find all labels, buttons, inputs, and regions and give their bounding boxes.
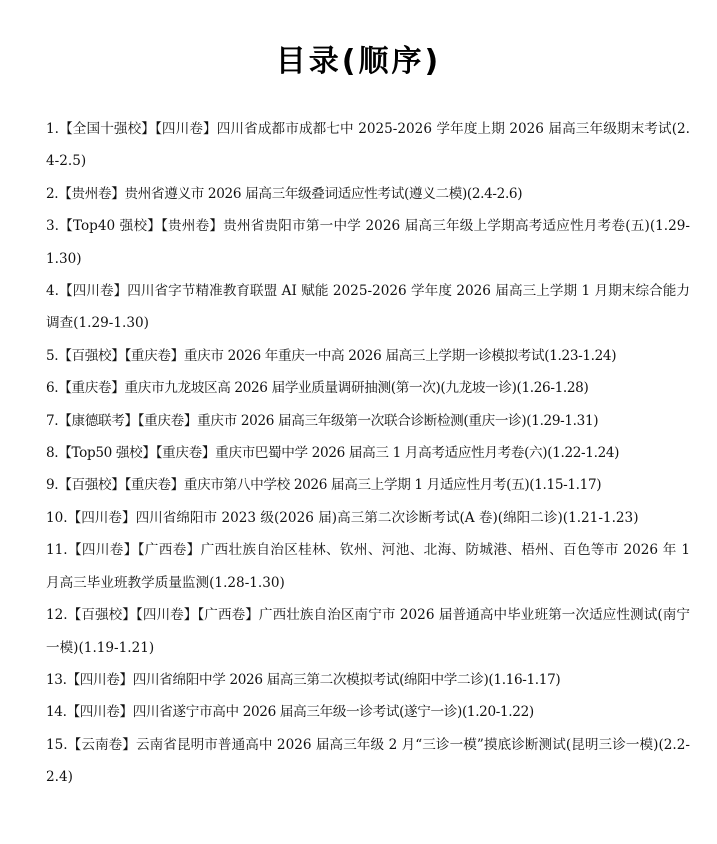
- toc-item-10: 10.【四川卷】四川省绵阳市 2023 级(2026 届)高三第二次诊断考试(A 卷)(绵阳二诊)(1.21-1.23): [46, 509, 639, 526]
- toc-item-3: 3.【Top40 强校】【贵州卷】贵州省贵阳市第一中学 2026 届高三年级上学期高考适应性月考卷(五)(1.29-1.30): [46, 218, 690, 267]
- toc-item-13: 13.【四川卷】四川省绵阳中学 2026 届高三第二次模拟考试(绵阳中学二诊)(1.16-1.17): [46, 671, 561, 688]
- toc-item-2: 2.【贵州卷】贵州省遵义市 2026 届高三年级叠词适应性考试(遵义二模)(2.4-2.6): [46, 185, 523, 202]
- toc-item-12: 12.【百强校】【四川卷】【广西卷】广西壮族自治区南宁市 2026 届普通高中毕业班第一次适应性测试(南宁一模)(1.19-1.21): [46, 607, 690, 656]
- page-title: 目录(顺序): [275, 44, 442, 79]
- toc-item-8: 8.【Top50 强校】【重庆卷】重庆市巴蜀中学 2026 届高三 1 月高考适应性月考卷(六)(1.22-1.24): [46, 445, 620, 462]
- toc-item-14: 14.【四川卷】四川省遂宁市高中 2026 届高三年级一诊考试(遂宁一诊)(1.20-1.22): [46, 704, 534, 721]
- toc-item-7: 7.【康德联考】【重庆卷】重庆市 2026 届高三年级第一次联合诊断检测(重庆一诊)(1.29-1.31): [46, 412, 599, 429]
- toc-item-6: 6.【重庆卷】重庆市九龙坡区高 2026 届学业质量调研抽测(第一次)(九龙坡一诊)(1.26-1.28): [46, 380, 589, 397]
- toc-item-11: 11.【四川卷】【广西卷】广西壮族自治区桂林、钦州、河池、北海、防城港、梧州、百色等市 2026 年 1 月高三毕业班教学质量监测(1.28-1.30): [46, 542, 690, 591]
- toc-item-1: 1.【全国十强校】【四川卷】四川省成都市成都七中 2025-2026 学年度上期 2026 届高三年级期末考试(2.4-2.5): [46, 121, 690, 170]
- toc-item-15: 15.【云南卷】云南省昆明市普通高中 2026 届高三年级 2 月“三诊一模”摸底诊断测试(昆明三诊一模)(2.2-2.4): [46, 736, 690, 786]
- toc-item-4: 4.【四川卷】四川省字节精准教育联盟 AI 赋能 2025-2026 学年度 2026 届高三上学期 1 月期末综合能力调查(1.29-1.30): [46, 283, 690, 332]
- table-of-contents: [46, 113, 690, 794]
- toc-item-5: 5.【百强校】【重庆卷】重庆市 2026 年重庆一中高 2026 届高三上学期一诊模拟考试(1.23-1.24): [46, 347, 617, 364]
- toc-item-9: 9.【百强校】【重庆卷】重庆市第八中学校 2026 届高三上学期 1 月适应性月考(五)(1.15-1.17): [46, 477, 602, 494]
